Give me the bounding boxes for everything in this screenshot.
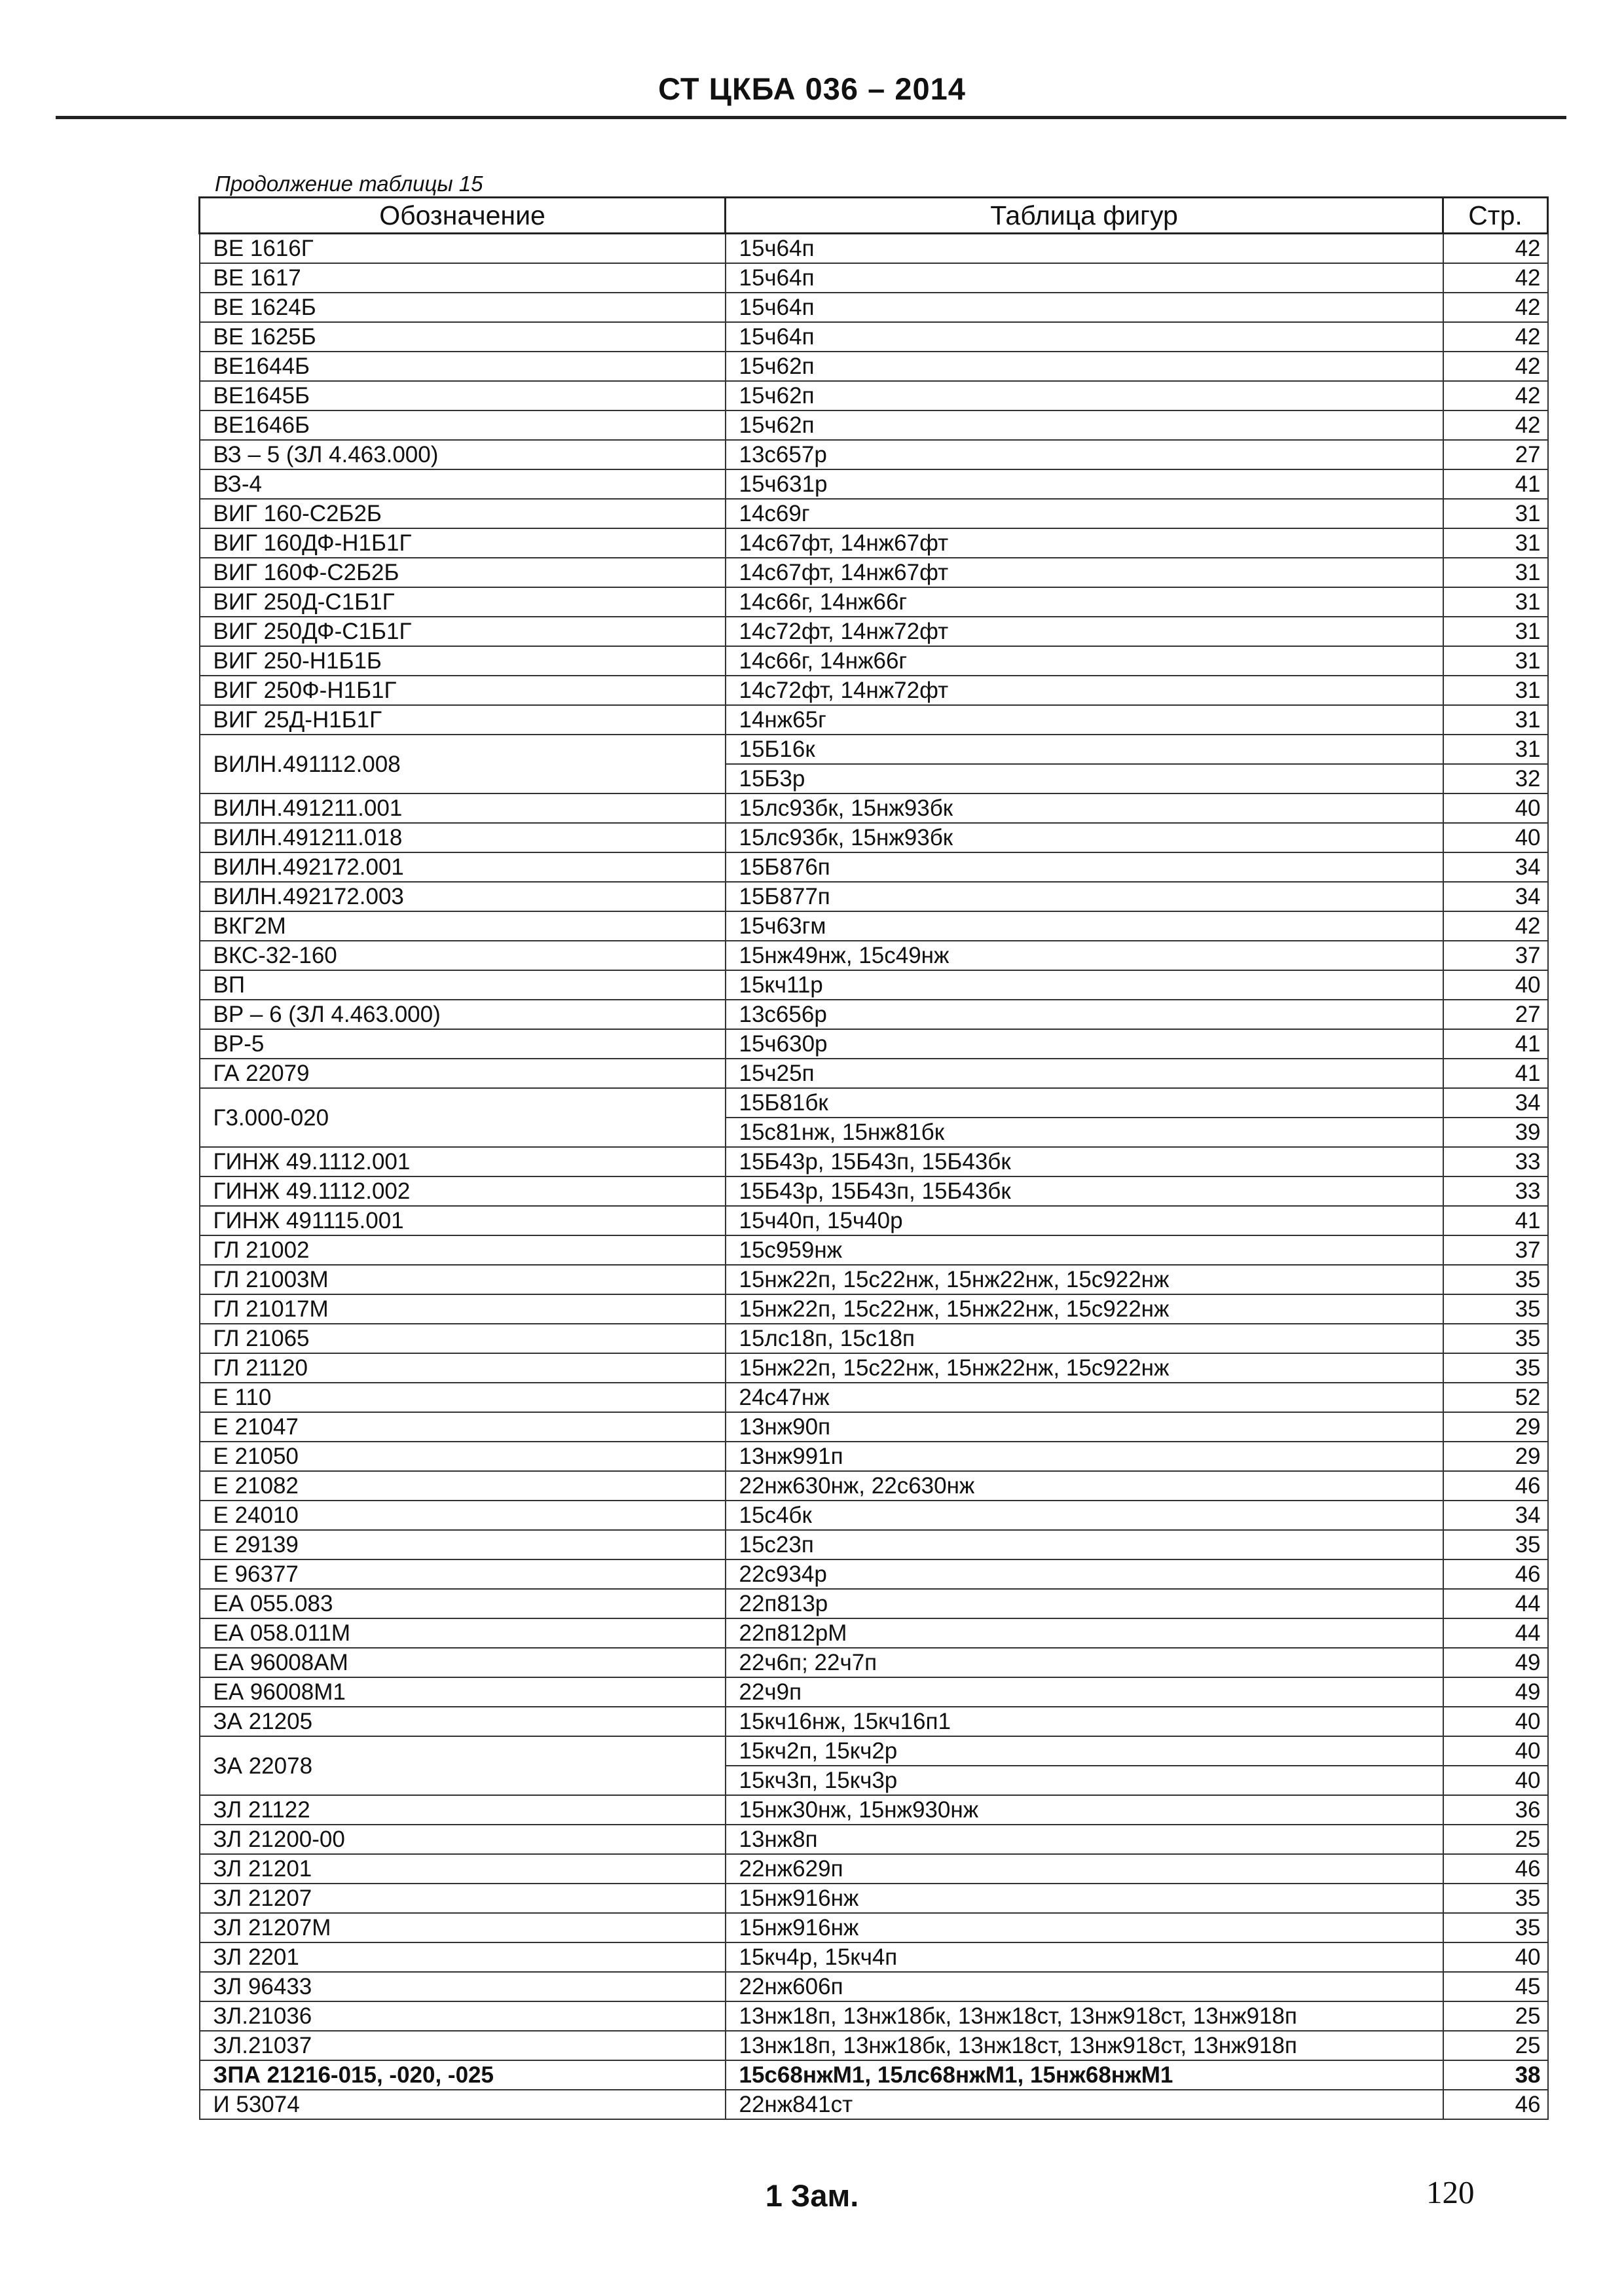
page-cell: 40 — [1443, 1736, 1548, 1766]
table-row — [200, 2060, 1548, 2090]
designation-cell: ГЛ 21065 — [200, 1324, 726, 1353]
designation-cell: ЗЛ.21036 — [200, 2001, 726, 2031]
designation-cell: ЗЛ 21207М — [200, 1913, 726, 1942]
table-row — [200, 2090, 1548, 2119]
figures-cell: 15Б876п — [726, 852, 1443, 882]
table-row — [200, 1618, 1548, 1648]
table-row — [200, 1000, 1548, 1029]
figures-cell: 15ч630р — [726, 1029, 1443, 1059]
figures-cell: 15ч62п — [726, 381, 1443, 410]
page-cell: 36 — [1443, 1795, 1548, 1825]
table-caption: Продолжение таблицы 15 — [215, 172, 483, 196]
page-cell: 31 — [1443, 558, 1548, 587]
designation-cell: ВИГ 250Д-С1Б1Г — [200, 587, 726, 617]
figures-cell: 15с68нжМ1, 15лс68нжМ1, 15нж68нжМ1 — [726, 2060, 1443, 2090]
page-cell: 25 — [1443, 2031, 1548, 2060]
figures-cell: 15лс93бк, 15нж93бк — [726, 823, 1443, 852]
designation-cell: Г3.000-020 — [200, 1088, 726, 1147]
designation-cell: ВЕ 1617 — [200, 263, 726, 293]
designation-cell: ГЛ 21003М — [200, 1265, 726, 1294]
figures-cell: 24с47нж — [726, 1383, 1443, 1412]
figures-cell: 22п813р — [726, 1589, 1443, 1618]
designation-cell: ВП — [200, 970, 726, 1000]
designation-cell: ГЛ 21120 — [200, 1353, 726, 1383]
designation-table — [198, 196, 1549, 2120]
designation-cell: ВКС-32-160 — [200, 941, 726, 970]
figures-cell: 22нж841ст — [726, 2090, 1443, 2119]
designation-cell: ВЕ1645Б — [200, 381, 726, 410]
table-row — [200, 735, 1548, 764]
page-cell: 38 — [1443, 2060, 1548, 2090]
figures-cell: 15Б16к — [726, 735, 1443, 764]
figures-cell: 15с81нж, 15нж81бк — [726, 1118, 1443, 1147]
designation-cell: ВИЛН.492172.001 — [200, 852, 726, 882]
table-row — [200, 646, 1548, 676]
page-cell: 27 — [1443, 440, 1548, 469]
figures-cell: 22нж606п — [726, 1972, 1443, 2001]
figures-cell: 15ч62п — [726, 352, 1443, 381]
page-cell: 44 — [1443, 1618, 1548, 1648]
table-row — [200, 911, 1548, 941]
designation-cell: Е 24010 — [200, 1501, 726, 1530]
page-cell: 34 — [1443, 1501, 1548, 1530]
table-row — [200, 1707, 1548, 1736]
page-cell: 40 — [1443, 970, 1548, 1000]
page-cell: 40 — [1443, 1942, 1548, 1972]
designation-cell: ВКГ2М — [200, 911, 726, 941]
page-cell: 46 — [1443, 1854, 1548, 1884]
page-cell: 41 — [1443, 1059, 1548, 1088]
header-divider — [56, 116, 1566, 119]
figures-cell: 14с67фт, 14нж67фт — [726, 528, 1443, 558]
designation-cell: ГЛ 21002 — [200, 1235, 726, 1265]
table-row — [200, 528, 1548, 558]
figures-cell: 22с934р — [726, 1559, 1443, 1589]
table-row — [200, 1029, 1548, 1059]
designation-cell: ВИГ 25Д-Н1Б1Г — [200, 705, 726, 735]
figures-cell: 15лс18п, 15с18п — [726, 1324, 1443, 1353]
table-row — [200, 1972, 1548, 2001]
page-cell: 25 — [1443, 1825, 1548, 1854]
figures-cell: 22ч6п; 22ч7п — [726, 1648, 1443, 1677]
page-cell: 42 — [1443, 352, 1548, 381]
figures-cell: 15нж22п, 15с22нж, 15нж22нж, 15с922нж — [726, 1294, 1443, 1324]
page-cell: 31 — [1443, 587, 1548, 617]
designation-cell: ГА 22079 — [200, 1059, 726, 1088]
designation-cell: ГЛ 21017М — [200, 1294, 726, 1324]
designation-cell: Е 96377 — [200, 1559, 726, 1589]
figures-cell: 22ч9п — [726, 1677, 1443, 1707]
table-row — [200, 234, 1548, 264]
page-cell: 42 — [1443, 911, 1548, 941]
figures-cell: 15Б43р, 15Б43п, 15Б43бк — [726, 1176, 1443, 1206]
table-row — [200, 1088, 1548, 1118]
designation-cell: Е 21050 — [200, 1442, 726, 1471]
page-cell: 31 — [1443, 646, 1548, 676]
designation-cell: ЗЛ 21122 — [200, 1795, 726, 1825]
table-body — [200, 234, 1548, 2120]
designation-cell: ВЕ 1624Б — [200, 293, 726, 322]
designation-cell: ЗА 21205 — [200, 1707, 726, 1736]
table-header-row — [200, 198, 1548, 234]
document-code-header: СТ ЦКБА 036 – 2014 — [658, 71, 966, 106]
figures-cell: 15ч64п — [726, 234, 1443, 264]
table-row — [200, 440, 1548, 469]
figures-cell: 15нж22п, 15с22нж, 15нж22нж, 15с922нж — [726, 1353, 1443, 1383]
table-row — [200, 2001, 1548, 2031]
page-cell: 40 — [1443, 1707, 1548, 1736]
table-row — [200, 1648, 1548, 1677]
page-cell: 49 — [1443, 1648, 1548, 1677]
table-row — [200, 1501, 1548, 1530]
table-row — [200, 705, 1548, 735]
page-cell: 31 — [1443, 735, 1548, 764]
page-cell: 42 — [1443, 410, 1548, 440]
designation-cell: ВИГ 160-С2Б2Б — [200, 499, 726, 528]
table-row — [200, 322, 1548, 352]
page-cell: 49 — [1443, 1677, 1548, 1707]
figures-cell: 15ч40п, 15ч40р — [726, 1206, 1443, 1235]
page-cell: 31 — [1443, 499, 1548, 528]
designation-cell: ВР-5 — [200, 1029, 726, 1059]
figures-cell: 15с23п — [726, 1530, 1443, 1559]
figures-cell: 15Б877п — [726, 882, 1443, 911]
table-row — [200, 1884, 1548, 1913]
table-row — [200, 1059, 1548, 1088]
page-cell: 40 — [1443, 793, 1548, 823]
figures-cell: 13нж18п, 13нж18бк, 13нж18ст, 13нж918ст, 13нж918п — [726, 2031, 1443, 2060]
table-row — [200, 1854, 1548, 1884]
figures-cell: 15кч16нж, 15кч16п1 — [726, 1707, 1443, 1736]
designation-cell: ЕА 055.083 — [200, 1589, 726, 1618]
designation-cell: ВИЛН.492172.003 — [200, 882, 726, 911]
designation-cell: ЕА 96008АМ — [200, 1648, 726, 1677]
designation-cell: Е 21047 — [200, 1412, 726, 1442]
designation-cell: ВЗ – 5 (ЗЛ 4.463.000) — [200, 440, 726, 469]
designation-cell: ГИНЖ 49.1112.002 — [200, 1176, 726, 1206]
figures-cell: 15Б3р — [726, 764, 1443, 793]
page-cell: 29 — [1443, 1442, 1548, 1471]
table-row — [200, 617, 1548, 646]
table-row — [200, 1294, 1548, 1324]
figures-cell: 15ч63гм — [726, 911, 1443, 941]
designation-cell: ЗЛ 96433 — [200, 1972, 726, 2001]
page-cell: 35 — [1443, 1530, 1548, 1559]
designation-cell: ВЕ1646Б — [200, 410, 726, 440]
figures-cell: 15Б43р, 15Б43п, 15Б43бк — [726, 1147, 1443, 1176]
figures-cell: 13с656р — [726, 1000, 1443, 1029]
page-cell: 41 — [1443, 1206, 1548, 1235]
table-row — [200, 1353, 1548, 1383]
table-row — [200, 1235, 1548, 1265]
page-cell: 46 — [1443, 1471, 1548, 1501]
table-row — [200, 1913, 1548, 1942]
column-header-figures: Таблица фигур — [726, 198, 1443, 234]
change-mark: 1 Зам. — [765, 2178, 859, 2213]
designation-cell: ЗЛ 21207 — [200, 1884, 726, 1913]
designation-cell: ВЕ1644Б — [200, 352, 726, 381]
figures-cell: 15ч62п — [726, 410, 1443, 440]
designation-cell: ЗЛ 21201 — [200, 1854, 726, 1884]
designation-table-container — [198, 196, 1547, 2120]
table-row — [200, 1530, 1548, 1559]
designation-cell: ВР – 6 (ЗЛ 4.463.000) — [200, 1000, 726, 1029]
page-cell: 44 — [1443, 1589, 1548, 1618]
figures-cell: 13нж8п — [726, 1825, 1443, 1854]
figures-cell: 15кч3п, 15кч3р — [726, 1766, 1443, 1795]
table-row — [200, 410, 1548, 440]
table-row — [200, 823, 1548, 852]
designation-cell: ГИНЖ 491115.001 — [200, 1206, 726, 1235]
page-cell: 42 — [1443, 322, 1548, 352]
page-cell: 37 — [1443, 941, 1548, 970]
figures-cell: 15нж916нж — [726, 1884, 1443, 1913]
figures-cell: 13нж18п, 13нж18бк, 13нж18ст, 13нж918ст, 13нж918п — [726, 2001, 1443, 2031]
page-cell: 31 — [1443, 617, 1548, 646]
figures-cell: 15ч631р — [726, 469, 1443, 499]
designation-cell: ЗЛ.21037 — [200, 2031, 726, 2060]
page-cell: 40 — [1443, 1766, 1548, 1795]
table-row — [200, 499, 1548, 528]
table-row — [200, 852, 1548, 882]
table-row — [200, 1825, 1548, 1854]
figures-cell: 14нж65г — [726, 705, 1443, 735]
table-row — [200, 469, 1548, 499]
figures-cell: 15кч2п, 15кч2р — [726, 1736, 1443, 1766]
designation-cell: ЗПА 21216-015, -020, -025 — [200, 2060, 726, 2090]
page-cell: 32 — [1443, 764, 1548, 793]
page-cell: 35 — [1443, 1353, 1548, 1383]
page-cell: 46 — [1443, 1559, 1548, 1589]
table-row — [200, 2031, 1548, 2060]
page-cell: 42 — [1443, 381, 1548, 410]
figures-cell: 15ч64п — [726, 263, 1443, 293]
figures-cell: 22п812рМ — [726, 1618, 1443, 1648]
page-cell: 35 — [1443, 1265, 1548, 1294]
figures-cell: 14с66г, 14нж66г — [726, 587, 1443, 617]
table-row — [200, 263, 1548, 293]
table-row — [200, 1736, 1548, 1766]
figures-cell: 15нж49нж, 15с49нж — [726, 941, 1443, 970]
figures-cell: 14с66г, 14нж66г — [726, 646, 1443, 676]
figures-cell: 15ч25п — [726, 1059, 1443, 1088]
page-cell: 46 — [1443, 2090, 1548, 2119]
page-cell: 33 — [1443, 1176, 1548, 1206]
page-cell: 42 — [1443, 293, 1548, 322]
figures-cell: 22нж630нж, 22с630нж — [726, 1471, 1443, 1501]
figures-cell: 13нж991п — [726, 1442, 1443, 1471]
page-number: 120 — [1426, 2174, 1475, 2210]
designation-cell: ЗА 22078 — [200, 1736, 726, 1795]
designation-cell: ЕА 058.011М — [200, 1618, 726, 1648]
table-row — [200, 558, 1548, 587]
designation-cell: Е 21082 — [200, 1471, 726, 1501]
figures-cell: 15кч4р, 15кч4п — [726, 1942, 1443, 1972]
table-row — [200, 1677, 1548, 1707]
designation-cell: ГИНЖ 49.1112.001 — [200, 1147, 726, 1176]
page-cell: 31 — [1443, 676, 1548, 705]
table-row — [200, 1265, 1548, 1294]
table-row — [200, 1559, 1548, 1589]
page-cell: 40 — [1443, 823, 1548, 852]
designation-cell: ЗЛ 2201 — [200, 1942, 726, 1972]
designation-cell: ВИЛН.491211.018 — [200, 823, 726, 852]
designation-cell: ЗЛ 21200-00 — [200, 1825, 726, 1854]
table-row — [200, 352, 1548, 381]
figures-cell: 15нж916нж — [726, 1913, 1443, 1942]
table-row — [200, 1383, 1548, 1412]
page-cell: 34 — [1443, 882, 1548, 911]
column-header-page: Стр. — [1443, 198, 1548, 234]
table-row — [200, 941, 1548, 970]
figures-cell: 14с67фт, 14нж67фт — [726, 558, 1443, 587]
table-row — [200, 1442, 1548, 1471]
table-row — [200, 970, 1548, 1000]
page-cell: 31 — [1443, 705, 1548, 735]
figures-cell: 15ч64п — [726, 293, 1443, 322]
figures-cell: 13нж90п — [726, 1412, 1443, 1442]
table-row — [200, 1176, 1548, 1206]
page-cell: 39 — [1443, 1118, 1548, 1147]
table-row — [200, 293, 1548, 322]
figures-cell: 15ч64п — [726, 322, 1443, 352]
designation-cell: ВЗ-4 — [200, 469, 726, 499]
designation-cell: ВЕ 1616Г — [200, 234, 726, 264]
designation-cell: ВИГ 250ДФ-С1Б1Г — [200, 617, 726, 646]
page-cell: 35 — [1443, 1913, 1548, 1942]
page-cell: 33 — [1443, 1147, 1548, 1176]
figures-cell: 15кч11р — [726, 970, 1443, 1000]
figures-cell: 15нж30нж, 15нж930нж — [726, 1795, 1443, 1825]
page-cell: 42 — [1443, 234, 1548, 264]
figures-cell: 15с4бк — [726, 1501, 1443, 1530]
designation-cell: И 53074 — [200, 2090, 726, 2119]
figures-cell: 15лс93бк, 15нж93бк — [726, 793, 1443, 823]
designation-cell: Е 110 — [200, 1383, 726, 1412]
page-cell: 41 — [1443, 469, 1548, 499]
page-cell: 35 — [1443, 1884, 1548, 1913]
page-cell: 25 — [1443, 2001, 1548, 2031]
table-row — [200, 1589, 1548, 1618]
page-cell: 37 — [1443, 1235, 1548, 1265]
table-row — [200, 1471, 1548, 1501]
table-row — [200, 587, 1548, 617]
page-cell: 29 — [1443, 1412, 1548, 1442]
designation-cell: ВИГ 250Ф-Н1Б1Г — [200, 676, 726, 705]
page-cell: 27 — [1443, 1000, 1548, 1029]
figures-cell: 13с657р — [726, 440, 1443, 469]
figures-cell: 15нж22п, 15с22нж, 15нж22нж, 15с922нж — [726, 1265, 1443, 1294]
table-row — [200, 1795, 1548, 1825]
designation-cell: ВИГ 160Ф-С2Б2Б — [200, 558, 726, 587]
page-cell: 35 — [1443, 1294, 1548, 1324]
designation-cell: ВЕ 1625Б — [200, 322, 726, 352]
designation-cell: Е 29139 — [200, 1530, 726, 1559]
figures-cell: 15с959нж — [726, 1235, 1443, 1265]
table-row — [200, 1206, 1548, 1235]
page-cell: 34 — [1443, 852, 1548, 882]
figures-cell: 14с69г — [726, 499, 1443, 528]
table-row — [200, 1147, 1548, 1176]
figures-cell: 14с72фт, 14нж72фт — [726, 617, 1443, 646]
table-row — [200, 676, 1548, 705]
page-cell: 52 — [1443, 1383, 1548, 1412]
table-row — [200, 882, 1548, 911]
designation-cell: ВИГ 250-Н1Б1Б — [200, 646, 726, 676]
table-row — [200, 793, 1548, 823]
designation-cell: ВИГ 160ДФ-Н1Б1Г — [200, 528, 726, 558]
page-cell: 42 — [1443, 263, 1548, 293]
figures-cell: 22нж629п — [726, 1854, 1443, 1884]
table-row — [200, 381, 1548, 410]
page-cell: 41 — [1443, 1029, 1548, 1059]
table-row — [200, 1942, 1548, 1972]
page-cell: 45 — [1443, 1972, 1548, 2001]
page-cell: 35 — [1443, 1324, 1548, 1353]
table-row — [200, 1412, 1548, 1442]
designation-cell: ВИЛН.491211.001 — [200, 793, 726, 823]
designation-cell: ЕА 96008М1 — [200, 1677, 726, 1707]
page-cell: 31 — [1443, 528, 1548, 558]
table-row — [200, 1324, 1548, 1353]
figures-cell: 14с72фт, 14нж72фт — [726, 676, 1443, 705]
designation-cell: ВИЛН.491112.008 — [200, 735, 726, 793]
page-cell: 34 — [1443, 1088, 1548, 1118]
figures-cell: 15Б81бк — [726, 1088, 1443, 1118]
column-header-designation: Обозначение — [200, 198, 726, 234]
